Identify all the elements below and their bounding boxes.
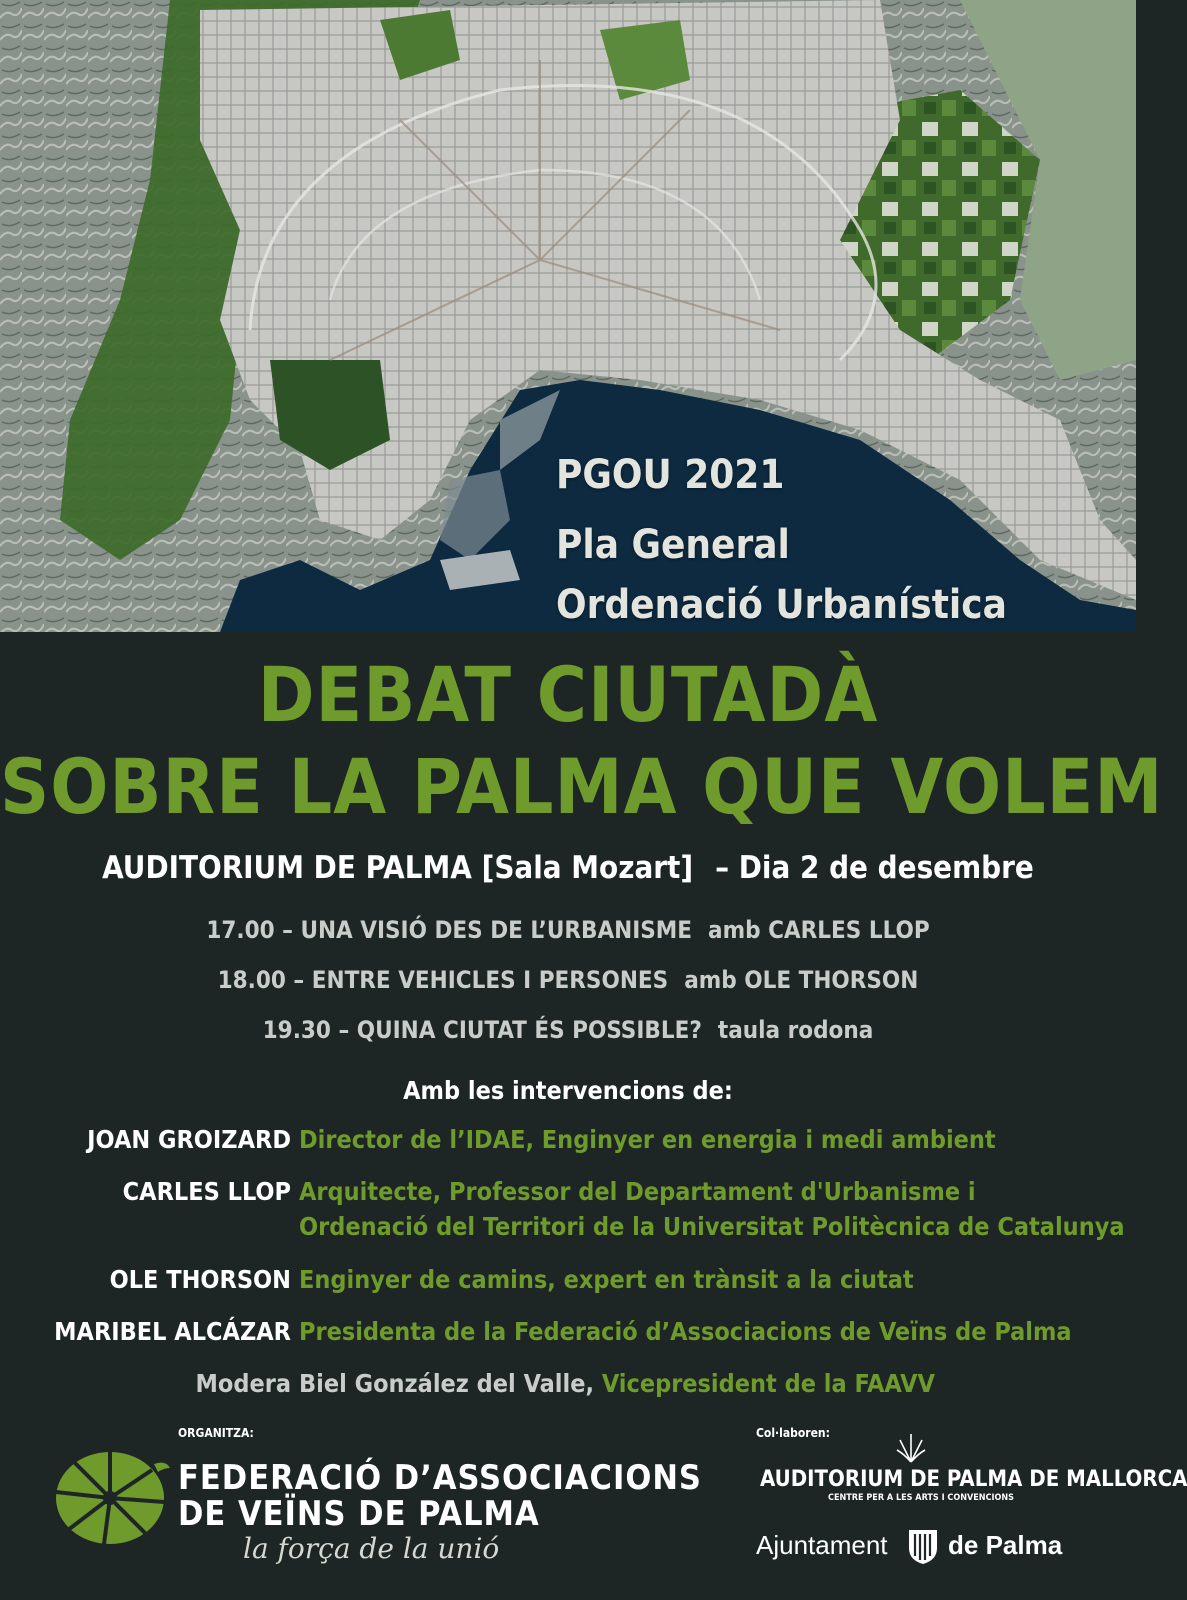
schedule-detail: amb CARLES LLOP bbox=[708, 916, 930, 944]
organizer-name-line2: DE VEÏNS DE PALMA bbox=[178, 1494, 540, 1534]
schedule-detail: taula rodona bbox=[717, 1016, 874, 1044]
schedule-item bbox=[0, 916, 1136, 944]
headline-line2: SOBRE LA PALMA QUE VOLEM bbox=[0, 742, 1164, 831]
speaker-name: MARIBEL ALCÁZAR bbox=[54, 1317, 291, 1346]
organizer-slogan: la força de la unió bbox=[243, 1532, 500, 1565]
moderator-name: Biel González del Valle, bbox=[299, 1369, 594, 1398]
auditorium-name: AUDITORIUM DE PALMA DE MALLORCA bbox=[760, 1467, 1187, 1492]
speaker-name: JOAN GROIZARD bbox=[87, 1125, 291, 1154]
organizer-name-line1: FEDERACIÓ D’ASSOCIACIONS bbox=[178, 1458, 702, 1498]
pgou-code: PGOU 2021 bbox=[556, 452, 785, 498]
headline-line1: DEBAT CIUTADÀ bbox=[257, 650, 879, 739]
federation-logo-icon bbox=[54, 1446, 172, 1546]
de-palma-text: de Palma bbox=[948, 1530, 1063, 1560]
moderator-description bbox=[299, 1366, 935, 1401]
organizer-label: ORGANITZA: bbox=[178, 1426, 254, 1440]
auditorium-subtitle: CENTRE PER A LES ARTS I CONVENCIONS bbox=[828, 1493, 1015, 1503]
venue-line bbox=[0, 850, 1136, 886]
auditorium-logo-icon bbox=[894, 1432, 928, 1466]
speaker-description: Enginyer de camins, expert en trànsit a la ciutat bbox=[299, 1265, 914, 1294]
speakers-intro: Amb les intervencions de: bbox=[403, 1076, 733, 1105]
speaker-description: Director de l’IDAE, Enginyer en energia i medi ambient bbox=[299, 1125, 996, 1154]
schedule-item bbox=[0, 966, 1136, 994]
schedule-time-title: 18.00 – ENTRE VEHICLES I PERSONES bbox=[217, 966, 669, 994]
moderator-role: Vicepresident de la FAAVV bbox=[601, 1369, 935, 1398]
schedule-detail: amb OLE THORSON bbox=[684, 966, 919, 994]
venue-date: – Dia 2 de desembre bbox=[715, 850, 1034, 886]
speaker-description: Arquitecte, Professor del Departament d'Urbanisme i Ordenació del Territori de la Universitat Politècnica de Catalunya bbox=[299, 1177, 1125, 1241]
aerial-map-image bbox=[0, 0, 1136, 632]
plan-title-line2: Ordenació Urbanística bbox=[556, 582, 1007, 628]
speaker-name: CARLES LLOP bbox=[122, 1177, 291, 1206]
schedule-time-title: 19.30 – QUINA CIUTAT ÉS POSSIBLE? bbox=[262, 1016, 702, 1044]
speaker-description: Presidenta de la Federació d’Associacions de Veïns de Palma bbox=[299, 1317, 1072, 1346]
palma-shield-icon bbox=[906, 1526, 940, 1566]
venue-place: AUDITORIUM DE PALMA [Sala Mozart] bbox=[102, 850, 694, 886]
speaker-name: OLE THORSON bbox=[109, 1265, 291, 1294]
schedule-time-title: 17.00 – UNA VISIÓ DES DE L’URBANISME bbox=[206, 916, 693, 944]
collaborators-label: Col·laboren: bbox=[756, 1426, 830, 1440]
schedule-item bbox=[0, 1016, 1136, 1044]
moderator-label: Modera bbox=[195, 1369, 291, 1398]
plan-title-line1: Pla General bbox=[556, 522, 790, 568]
ajuntament-text: Ajuntament bbox=[756, 1530, 888, 1560]
